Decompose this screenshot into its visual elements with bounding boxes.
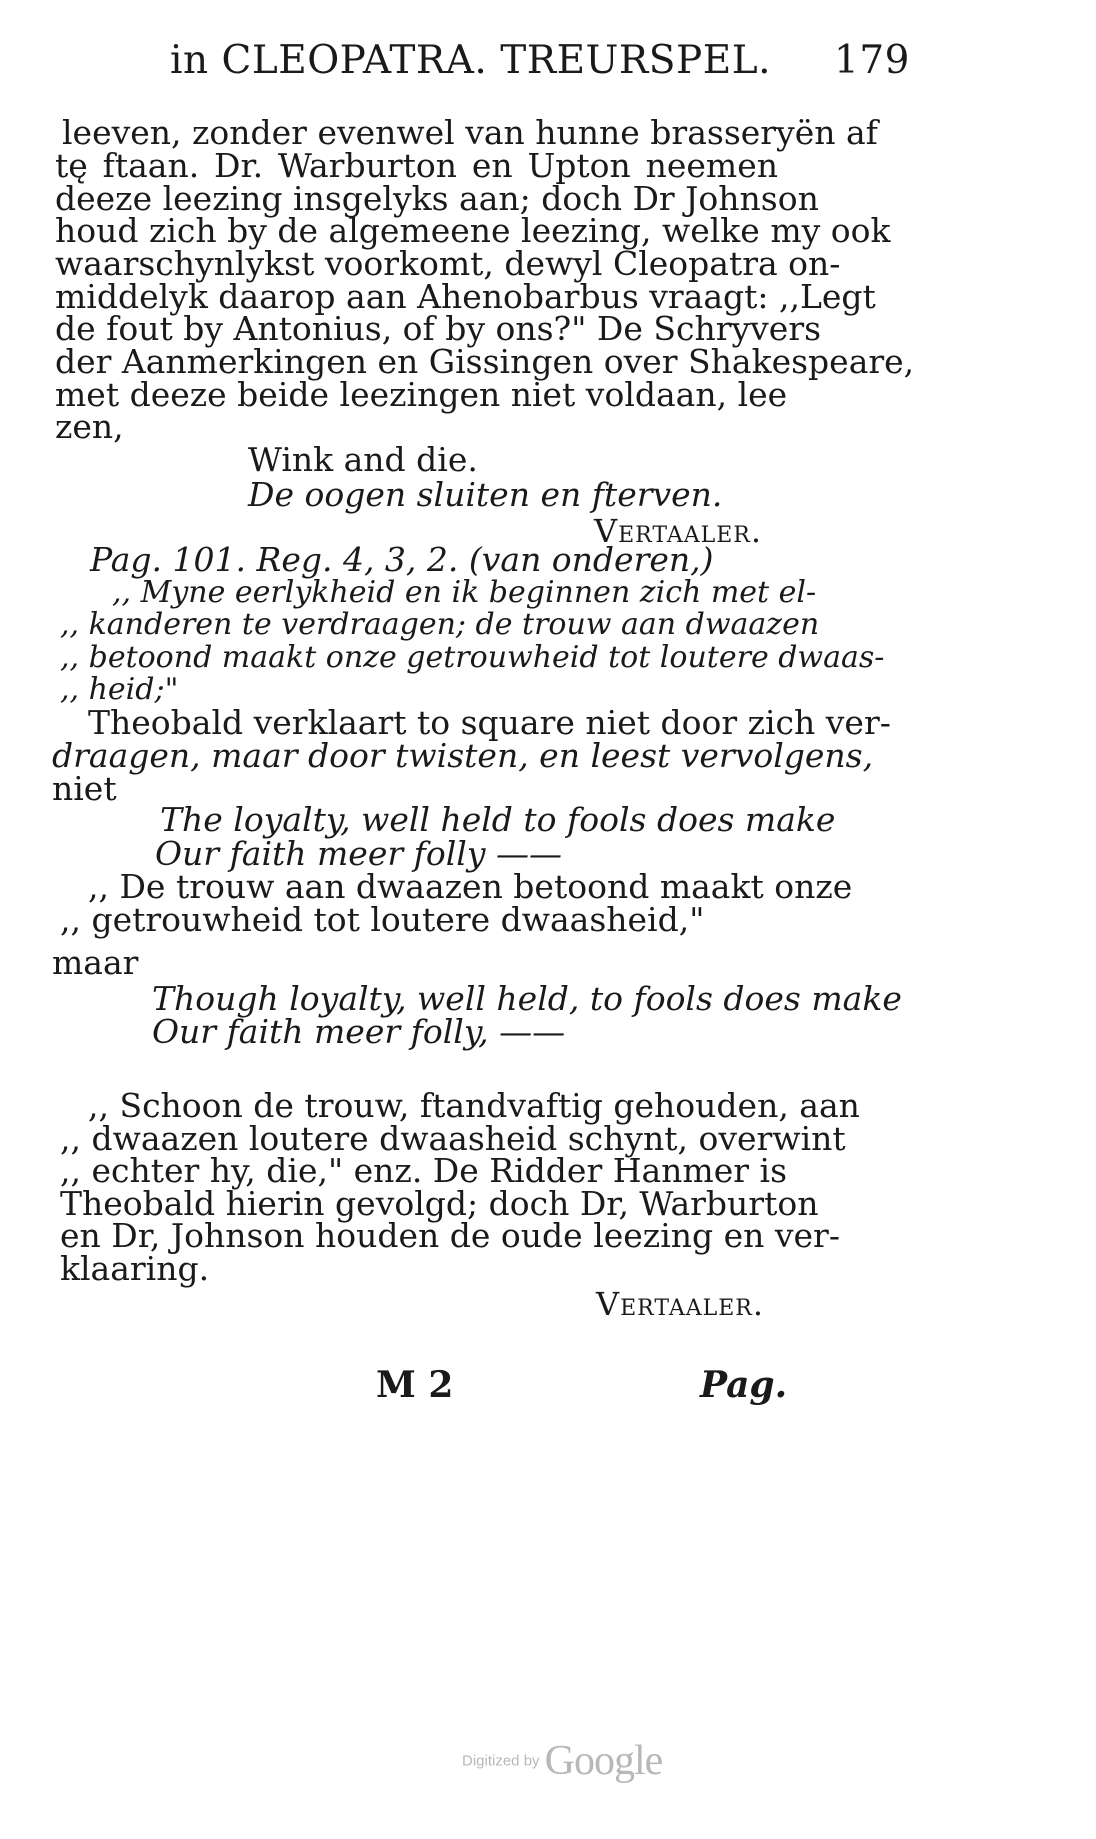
text-line: met deeze beide leezingen niet voldaan, lee bbox=[55, 375, 788, 414]
quote-line: ,, Myne eerlykheid en ik beginnen zich met el- bbox=[112, 575, 817, 610]
text-line: waarschynlykst voorkomt, dewyl Cleopatra on- bbox=[55, 244, 841, 283]
text-line: Theobald verklaart to square niet door zich ver- bbox=[88, 703, 891, 742]
verse-line: Though loyalty, well held, to fools does make bbox=[152, 979, 902, 1018]
text-line: zen, bbox=[55, 407, 124, 446]
text-line: deeze leezing insgelyks aan; doch Dr Johnson bbox=[55, 179, 819, 218]
translator-signature: Vertaaler. bbox=[596, 1285, 764, 1323]
quote-line: ,, heid;" bbox=[60, 672, 179, 707]
quote-dutch: De oogen sluiten en fterven. bbox=[248, 475, 723, 514]
text-line: ,, echter hy, die," enz. De Ridder Hanmer is bbox=[60, 1151, 787, 1190]
text-line: maar bbox=[52, 943, 139, 982]
signature-mark: M 2 bbox=[376, 1364, 454, 1406]
quote-line: ,, kanderen te verdraagen; de trouw aan dwaazen bbox=[60, 607, 820, 642]
text-line: draagen, maar door twisten, en leest vervolgens, bbox=[52, 736, 874, 775]
text-line: niet bbox=[52, 769, 117, 808]
text-line: der Aanmerkingen en Gissingen over Shakespeare, bbox=[55, 342, 915, 381]
text-line: middelyk daarop aan Ahenobarbus vraagt: ,,Legt bbox=[55, 277, 876, 316]
verse-line: Our faith meer folly, —— bbox=[152, 1012, 566, 1051]
google-logo: Google bbox=[544, 1738, 663, 1784]
text-line: ,, dwaazen loutere dwaasheid schynt, overwint bbox=[60, 1119, 846, 1158]
text-line: Theobald hierin gevolgd; doch Dr, Warburton bbox=[60, 1184, 819, 1223]
translation-line: ,, De trouw aan dwaazen betoond maakt onze bbox=[88, 867, 853, 906]
watermark-prefix: Digitized by bbox=[462, 1752, 540, 1770]
verse-line: Our faith meer folly —— bbox=[155, 834, 562, 873]
verse-line: The loyalty, well held to fools does make bbox=[160, 800, 836, 839]
text-line: ,, Schoon de trouw, ftandvaftig gehouden, aan bbox=[88, 1086, 860, 1125]
translator-signature: Vertaaler. bbox=[594, 512, 762, 550]
catchword: Pag. bbox=[700, 1364, 788, 1406]
text-line: de fout by Antonius, of by ons?" De Schryvers bbox=[55, 309, 822, 348]
page-reference: Pag. 101. Reg. 4, 3, 2. (van onderen,) bbox=[90, 540, 714, 579]
digitized-watermark bbox=[462, 1737, 692, 1785]
text-line: en Dr, Johnson houden de oude leezing en ver- bbox=[60, 1216, 840, 1255]
quote-english: Wink and die. bbox=[248, 440, 478, 479]
text-line: klaaring. bbox=[60, 1249, 210, 1288]
page-number: 179 bbox=[834, 38, 910, 83]
text-line: tę ftaan. Dr. Warburton en Upton neemen bbox=[55, 146, 778, 185]
quote-line: ,, betoond maakt onze getrouwheid tot loutere dwaas- bbox=[60, 640, 885, 675]
translation-line: ,, getrouwheid tot loutere dwaasheid," bbox=[60, 900, 705, 939]
text-line: houd zich by de algemeene leezing, welke my ook bbox=[55, 211, 891, 250]
running-title: in CLEOPATRA. TREURSPEL. bbox=[170, 38, 771, 83]
running-header bbox=[150, 38, 910, 88]
text-line: leeven, zonder evenwel van hunne brasseryën af bbox=[62, 113, 878, 152]
